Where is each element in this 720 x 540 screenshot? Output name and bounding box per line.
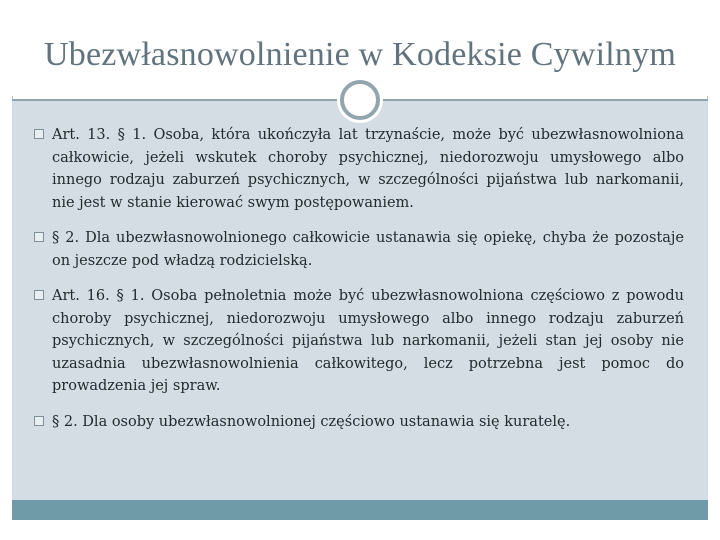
bullet-text: § 2. Dla ubezwłasnowolnionego całkowicie ustanawia się opiekę, chyba że pozostaje on jeszcze pod władzą rodzicielską. [52,230,684,269]
square-bullet-icon [34,129,44,139]
bullet-item-art-13-par-1 [34,124,684,214]
footer-band [12,500,708,520]
bullet-text: Art. 16. § 1. Osoba pełnoletnia może być ubezwłasnowolniona częściowo z powodu choroby psychicznej, niedorozwoju umysłowego albo innego rodzaju zaburzeń psychicznych, w szczególności pijaństwa lub narkomanii, jeżeli stan jej osoby nie uzasadnia ubezwłasnowolnienia całkowitego, lecz potrzebna jest pomoc do prowadzenia jej spraw. [52,288,684,394]
bullet-item-art-13-par-2 [34,227,684,272]
bullet-list [34,124,684,446]
square-bullet-icon [34,232,44,242]
bullet-item-art-16-par-2 [34,411,684,434]
square-bullet-icon [34,290,44,300]
bullet-text: Art. 13. § 1. Osoba, która ukończyła lat trzynaście, może być ubezwłasnowolniona całkowicie, jeżeli wskutek choroby psychicznej, niedorozwoju umysłowego albo innego rodzaju zaburzeń psychicznych, w szczególności pijaństwa lub narkomanii, nie jest w stanie kierować swym postępowaniem. [52,127,684,211]
footer-bottom [12,520,708,528]
slide-title: Ubezwłasnowolnienie w Kodeksie Cywilnym [44,36,676,73]
bullet-item-art-16-par-1 [34,285,684,398]
square-bullet-icon [34,416,44,426]
ring-ornament-icon [340,80,380,120]
bullet-text: § 2. Dla osoby ubezwłasnowolnionej częściowo ustanawia się kuratelę. [52,413,571,430]
